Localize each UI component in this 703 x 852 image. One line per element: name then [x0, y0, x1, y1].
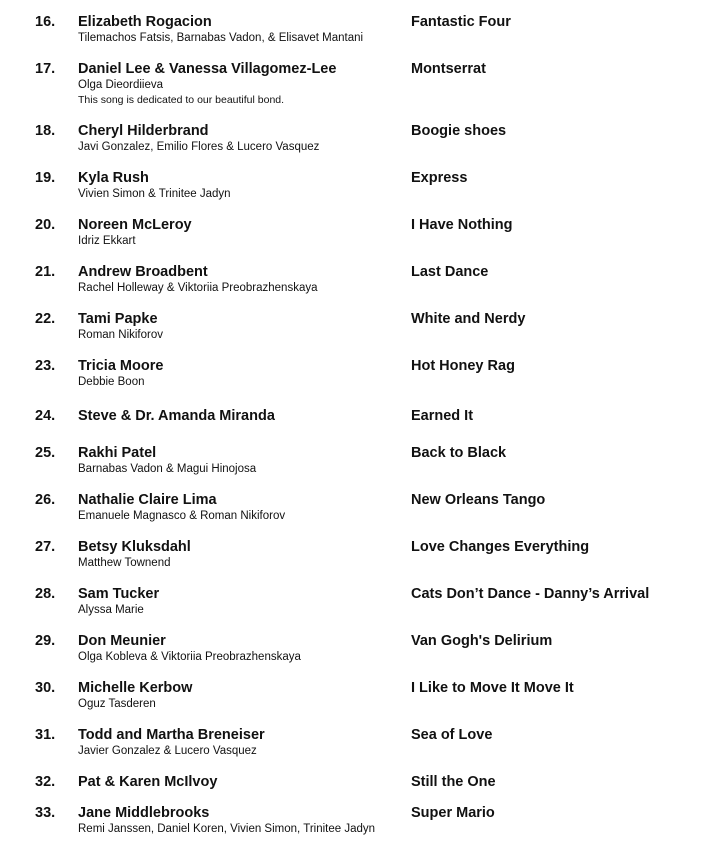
performer-name: Rakhi Patel	[78, 445, 157, 461]
performer-name: Betsy Kluksdahl	[78, 539, 191, 555]
partner-names: Idriz Ekkart	[78, 235, 136, 247]
partner-names: Olga Dieordiieva	[78, 79, 164, 91]
performer-name: Noreen McLeroy	[78, 217, 192, 233]
partner-names: Vivien Simon & Trinitee Jadyn	[78, 188, 231, 200]
entry-number: 24.	[35, 408, 56, 424]
entry-number: 19.	[35, 170, 56, 186]
partner-names: Olga Kobleva & Viktoriia Preobrazhenskaya	[78, 651, 301, 663]
partner-names: Remi Janssen, Daniel Koren, Vivien Simon, Trinitee Jadyn	[78, 823, 376, 835]
performer-name: Elizabeth Rogacion	[78, 14, 212, 30]
partner-names: Tilemachos Fatsis, Barnabas Vadon, & Elisavet Mantani	[78, 32, 364, 44]
partner-names: Roman Nikiforov	[78, 329, 163, 341]
entry-number: 20.	[35, 217, 56, 233]
partner-names: Debbie Boon	[78, 376, 145, 388]
partner-names: Emanuele Magnasco & Roman Nikiforov	[78, 510, 286, 522]
song-title: Express	[411, 170, 468, 186]
entry-number: 28.	[35, 586, 56, 602]
entry-number: 26.	[35, 492, 56, 508]
entry-number: 17.	[35, 61, 56, 77]
entry-number: 29.	[35, 633, 56, 649]
entry-number: 30.	[35, 680, 56, 696]
song-title: Still the One	[411, 774, 496, 790]
performer-name: Daniel Lee & Vanessa Villagomez-Lee	[78, 61, 337, 77]
performer-name: Michelle Kerbow	[78, 680, 193, 696]
performer-name: Tami Papke	[78, 311, 158, 327]
dedication-note: This song is dedicated to our beautiful bond.	[78, 94, 285, 106]
performer-name: Nathalie Claire Lima	[78, 492, 217, 508]
song-title: Back to Black	[411, 445, 507, 461]
entry-number: 27.	[35, 539, 56, 555]
partner-names: Barnabas Vadon & Magui Hinojosa	[78, 463, 257, 475]
entry-number: 31.	[35, 727, 56, 743]
performer-name: Kyla Rush	[78, 170, 149, 186]
song-title: Fantastic Four	[411, 14, 511, 30]
entry-number: 33.	[35, 805, 56, 821]
partner-names: Matthew Townend	[78, 557, 171, 569]
performer-name: Don Meunier	[78, 633, 166, 649]
song-title: Sea of Love	[411, 727, 493, 743]
entry-number: 32.	[35, 774, 56, 790]
performer-name: Steve & Dr. Amanda Miranda	[78, 408, 275, 424]
song-title: White and Nerdy	[411, 311, 526, 327]
partner-names: Javier Gonzalez & Lucero Vasquez	[78, 745, 257, 757]
song-title: Love Changes Everything	[411, 539, 590, 555]
entry-number: 23.	[35, 358, 56, 374]
performer-name: Cheryl Hilderbrand	[78, 123, 209, 139]
entry-number: 22.	[35, 311, 56, 327]
performer-name: Jane Middlebrooks	[78, 805, 210, 821]
song-title: New Orleans Tango	[411, 492, 546, 508]
song-title: Van Gogh's Delirium	[411, 633, 553, 649]
performer-name: Sam Tucker	[78, 586, 160, 602]
entry-number: 25.	[35, 445, 56, 461]
performer-name: Pat & Karen McIlvoy	[78, 774, 218, 790]
partner-names: Oguz Tasderen	[78, 698, 156, 710]
partner-names: Javi Gonzalez, Emilio Flores & Lucero Vasquez	[78, 141, 320, 153]
song-title: I Like to Move It Move It	[411, 680, 574, 696]
entry-number: 16.	[35, 14, 56, 30]
entry-number: 18.	[35, 123, 56, 139]
performer-name: Andrew Broadbent	[78, 264, 208, 280]
performer-name: Tricia Moore	[78, 358, 164, 374]
partner-names: Alyssa Marie	[78, 604, 144, 616]
song-title: Last Dance	[411, 264, 489, 280]
song-title: Hot Honey Rag	[411, 358, 515, 374]
song-title: Cats Don’t Dance - Danny’s Arrival	[411, 586, 650, 602]
song-title: I Have Nothing	[411, 217, 513, 233]
performer-name: Todd and Martha Breneiser	[78, 727, 265, 743]
song-title: Super Mario	[411, 805, 495, 821]
entry-number: 21.	[35, 264, 56, 280]
song-title: Earned It	[411, 408, 474, 424]
partner-names: Rachel Holleway & Viktoriia Preobrazhenskaya	[78, 282, 318, 294]
song-title: Boogie shoes	[411, 123, 507, 139]
song-title: Montserrat	[411, 61, 486, 77]
